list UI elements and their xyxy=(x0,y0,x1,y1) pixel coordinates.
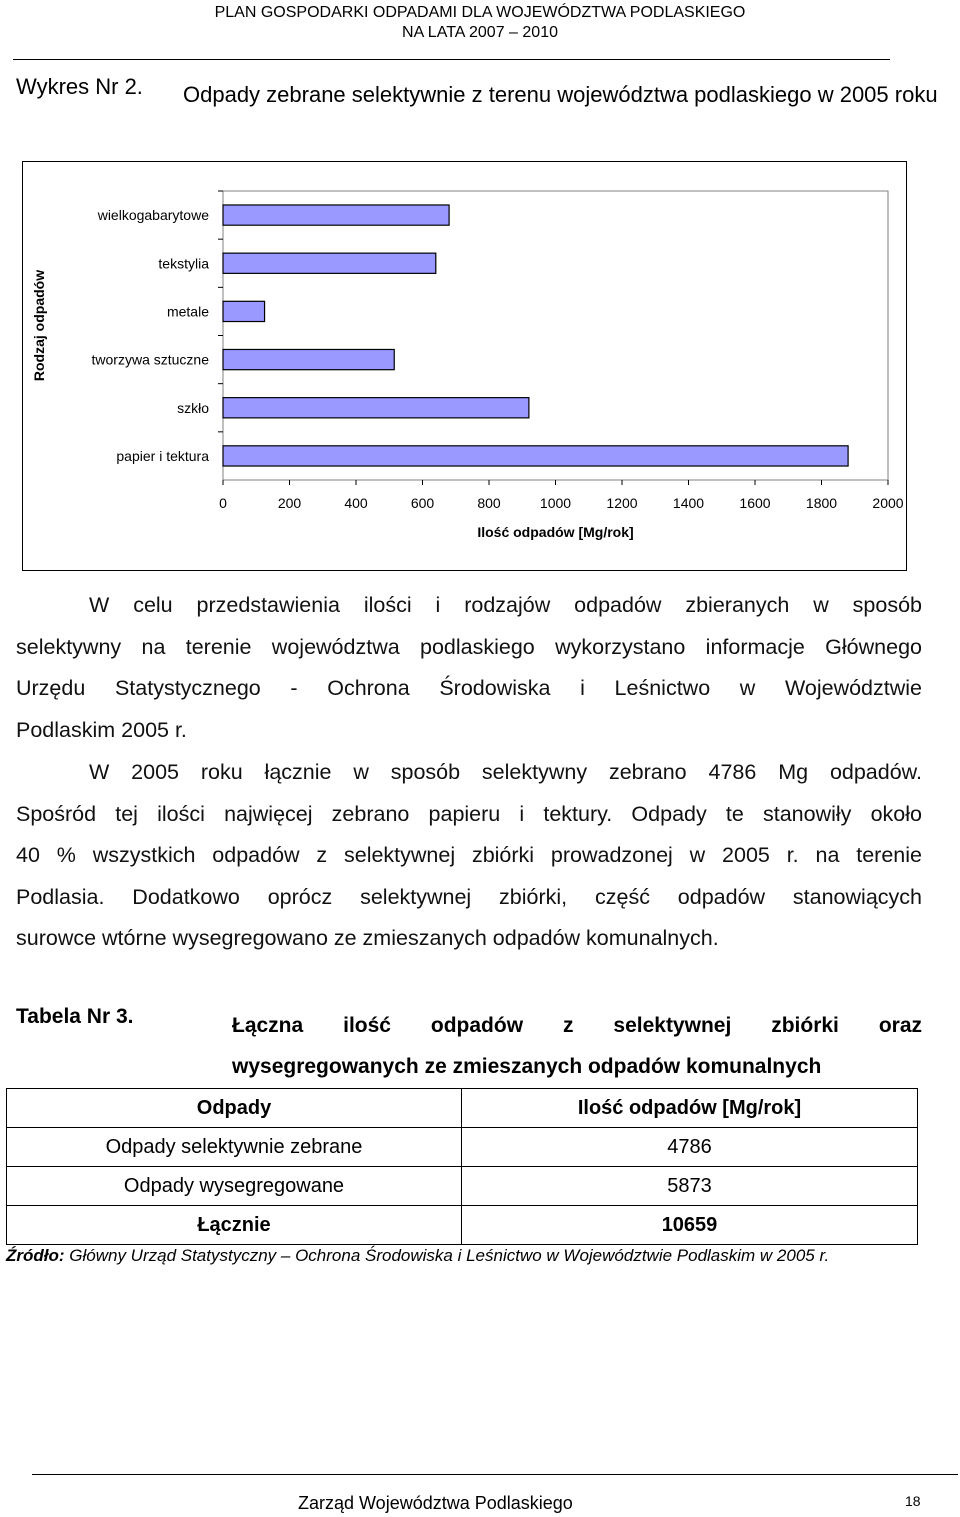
source-text: Główny Urząd Statystyczny – Ochrona Środowiska i Leśnictwo w Województwie Podlaskim w 2005 r. xyxy=(64,1246,830,1265)
x-tick-label: 1200 xyxy=(606,495,638,511)
y-axis-title: Rodzaj odpadów xyxy=(31,269,47,382)
x-tick-label: 1000 xyxy=(539,495,572,511)
table-total-value: 10659 xyxy=(462,1206,918,1245)
paragraph-line: surowce wtórne wysegregowano ze zmieszanych odpadów komunalnych. xyxy=(16,926,719,950)
table-title xyxy=(232,1005,922,1087)
table-cell: Odpady selektywnie zebrane xyxy=(7,1128,462,1167)
y-tick-label: tekstylia xyxy=(158,255,209,272)
bar xyxy=(223,301,265,321)
x-tick-label: 1800 xyxy=(805,495,838,511)
x-tick-label: 200 xyxy=(277,495,302,511)
x-tick-label: 600 xyxy=(410,495,435,511)
paragraph-summary xyxy=(16,752,922,960)
x-tick-label: 800 xyxy=(477,495,501,511)
header-divider xyxy=(13,59,890,60)
y-tick-label: szkło xyxy=(177,399,209,416)
plot-area xyxy=(223,191,888,480)
table-cell: 5873 xyxy=(462,1167,918,1206)
bar xyxy=(223,205,449,225)
footer-divider xyxy=(32,1474,958,1475)
table-total-label: Łącznie xyxy=(7,1206,462,1245)
x-tick-label: 0 xyxy=(219,495,227,511)
table-header-row xyxy=(7,1089,918,1128)
bar xyxy=(223,349,394,369)
page-number: 18 xyxy=(905,1493,921,1509)
running-header-years: NA LATA 2007 – 2010 xyxy=(402,24,558,41)
paragraph-methodology xyxy=(16,585,922,751)
table-title-line: wysegregowanych ze zmieszanych odpadów komunalnych xyxy=(232,1055,822,1078)
paragraph-line: Podlaskim 2005 r. xyxy=(16,717,187,742)
source-note xyxy=(6,1246,829,1266)
figure-label: Wykres Nr 2. xyxy=(16,74,143,99)
bar-chart xyxy=(23,162,908,572)
bar xyxy=(223,253,436,273)
paragraph-line: Podlasia. Dodatkowo oprócz selektywnej zbiórki, część odpadów stanowiących xyxy=(16,884,922,909)
paragraph-line: selektywny na terenie województwa podlaskiego wykorzystano informacje Głównego xyxy=(16,634,922,659)
x-tick-label: 400 xyxy=(344,495,368,511)
paragraph-line: Urzędu Statystycznego - Ochrona Środowiska i Leśnictwo w Województwie xyxy=(16,676,922,700)
waste-summary-table xyxy=(6,1088,918,1245)
table-cell: 4786 xyxy=(462,1128,918,1167)
y-tick-label: tworzywa sztuczne xyxy=(91,351,209,368)
x-axis-title: Ilość odpadów [Mg/rok] xyxy=(477,524,634,540)
x-tick-label: 2000 xyxy=(872,495,904,511)
paragraph-line: 40 % wszystkich odpadów z selektywnej zbiórki prowadzonej w 2005 r. na terenie xyxy=(16,843,922,867)
bar-chart-frame xyxy=(22,161,907,571)
y-tick-label: metale xyxy=(166,303,209,320)
x-tick-label: 1400 xyxy=(672,495,705,511)
paragraph-line: W 2005 roku łącznie w sposób selektywny zebrano 4786 Mg odpadów. xyxy=(89,760,922,784)
table-row xyxy=(7,1167,918,1206)
paragraph-line: Spośród tej ilości najwięcej zebrano papieru i tektury. Odpady te stanowiły około xyxy=(16,801,922,826)
y-tick-label: wielkogabarytowe xyxy=(97,207,209,224)
figure-title: Odpady zebrane selektywnie z terenu województwa podlaskiego w 2005 roku xyxy=(183,82,938,107)
table-title-line: Łączna ilość odpadów z selektywnej zbiórki oraz xyxy=(232,1014,922,1037)
table-row xyxy=(7,1128,918,1167)
table-header-cell: Ilość odpadów [Mg/rok] xyxy=(462,1089,918,1128)
table-label: Tabela Nr 3. xyxy=(16,1005,134,1028)
table-total-row xyxy=(7,1206,918,1245)
table-header-cell: Odpady xyxy=(7,1089,462,1128)
paragraph-line: W celu przedstawienia ilości i rodzajów odpadów zbieranych w sposób xyxy=(89,593,922,617)
x-tick-label: 1600 xyxy=(739,495,771,511)
table-cell: Odpady wysegregowane xyxy=(7,1167,462,1206)
source-label: Źródło: xyxy=(6,1246,65,1265)
bar xyxy=(223,446,848,466)
y-tick-label: papier i tektura xyxy=(116,447,209,464)
bar xyxy=(223,398,529,418)
running-header-title: PLAN GOSPODARKI ODPADAMI DLA WOJEWÓDZTWA PODLASKIEGO xyxy=(214,4,746,21)
footer-text: Zarząd Województwa Podlaskiego xyxy=(298,1493,573,1513)
